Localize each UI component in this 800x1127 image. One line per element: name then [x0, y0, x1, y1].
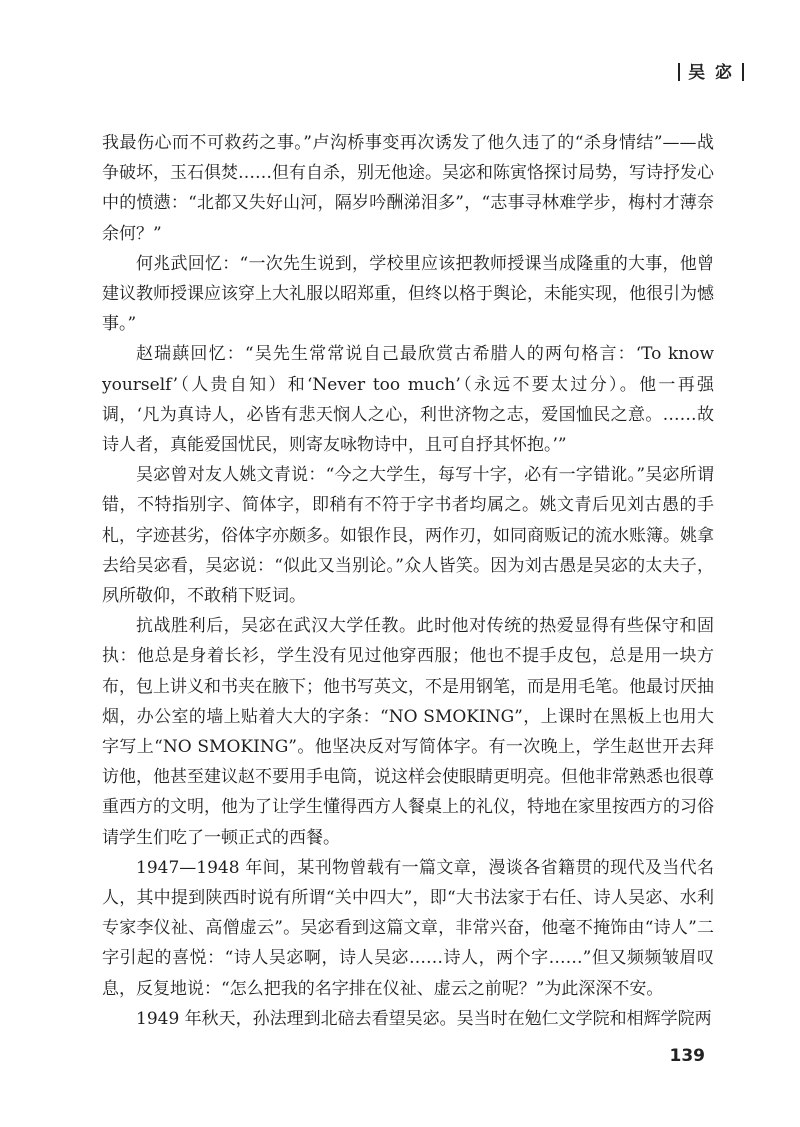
- paragraph: 抗战胜利后，吴宓在武汉大学任教。此时他对传统的热爱显得有些保守和固执：他总是身着长衫，学生没有见过他穿西服；他也不提手皮包，总是用一块方布，包上讲义和书夹在腋下；他书写英文，不是用钢笔，而是用毛笔。他最讨厌抽烟，办公室的墙上贴着大大的字条：“NO SMOKING”，上课时在黑板上也用大字写上“NO SMOKING”。他坚决反对写简体字。有一次晚上，学生赵世开去拜访他，他甚至建议赵不要用手电筒，说这样会使眼睛更明亮。但他非常熟悉也很尊重西方的文明，他为了让学生懂得西方人餐桌上的礼仪，特地在家里按西方的习俗请学生们吃了一顿正式的西餐。: [102, 616, 714, 848]
- header-rule-left: [678, 63, 680, 81]
- paragraph: 吴宓曾对友人姚文青说：“今之大学生，每写十字，必有一字错讹。”吴宓所谓错，不特指别字、简体字，即稍有不符于字书者均属之。姚文青后见刘古愚的手札，字迹甚劣，俗体字亦颇多。如银作艮，两作刃，如同商贩记的流水账簿。姚拿去给吴宓看，吴宓说：“似此又当别论。”众人皆笑。因为刘古愚是吴宓的太夫子，夙所敬仰，不敢稍下贬词。: [102, 465, 714, 607]
- page-number: 139: [669, 1046, 705, 1066]
- running-header: [670, 58, 752, 83]
- body-text: [102, 128, 714, 1034]
- running-title: 吴 宓: [688, 63, 734, 83]
- paragraph: 赵瑞蕻回忆：“吴先生常常说自己最欣赏古希腊人的两句格言：‘To know yourself’（人贵自知）和‘Never too much’（永远不要太过分）。他一再强调，‘凡为真诗人，必皆有悲天悯人之心，利世济物之志，爱国恤民之意。……故诗人者，真能爱国忧民，则寄友咏物诗中，且可自抒其怀抱。’”: [102, 344, 714, 456]
- header-rule-right: [742, 63, 744, 81]
- paragraph: 何兆武回忆：“一次先生说到，学校里应该把教师授课当成隆重的大事，他曾建议教师授课应该穿上大礼服以昭郑重，但终以格于舆论，未能实现，他很引为憾事。”: [102, 253, 714, 335]
- paragraph: 1947—1948 年间，某刊物曾载有一篇文章，漫谈各省籍贯的现代及当代名人，其中提到陕西时说有所谓“关中四大”，即“大书法家于右任、诗人吴宓、水利专家李仪祉、高僧虚云”。吴宓看到这篇文章，非常兴奋，他毫不掩饰由“诗人”二字引起的喜悦：“诗人吴宓啊，诗人吴宓……诗人，两个字……”但又频频皱眉叹息，反复地说：“怎么把我的名字排在仪祉、虚云之前呢？”为此深深不安。: [102, 857, 714, 999]
- paragraph-continued: 我最伤心而不可救药之事。”卢沟桥事变再次诱发了他久违了的“杀身情结”——战争破坏，玉石俱焚……但有自杀，别无他途。吴宓和陈寅恪探讨局势，写诗抒发心中的愤懑：“北都又失好山河，隔岁吟酬涕泪多”，“志事寻林难学步，梅村才薄奈余何？”: [102, 133, 714, 244]
- paragraph: 1949 年秋天，孙法理到北碚去看望吴宓。吴当时在勉仁文学院和相辉学院两: [136, 1008, 712, 1029]
